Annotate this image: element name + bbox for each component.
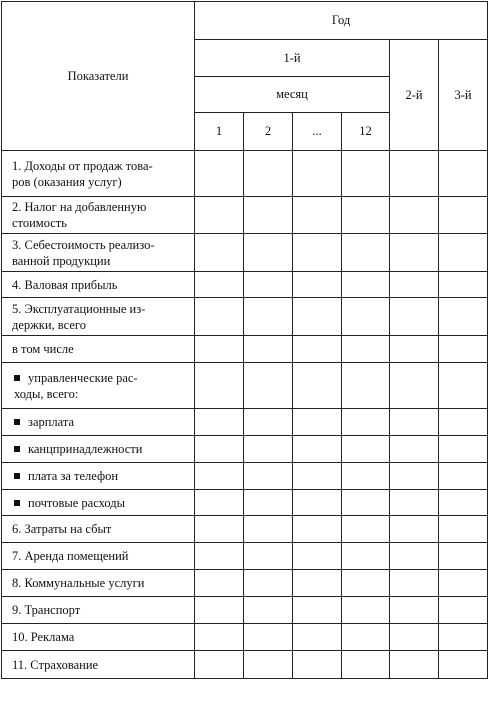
row-label-cell bbox=[2, 597, 195, 624]
value-cell bbox=[244, 363, 293, 409]
value-cell bbox=[439, 272, 488, 298]
value-cell bbox=[293, 570, 342, 597]
row-label-cell bbox=[2, 516, 195, 543]
row-label: канцпринадлежности bbox=[28, 442, 143, 456]
value-cell bbox=[390, 597, 439, 624]
value-cell bbox=[293, 597, 342, 624]
row-label: управленческие рас- ходы, всего: bbox=[14, 370, 138, 401]
value-cell bbox=[244, 272, 293, 298]
table-row bbox=[2, 409, 488, 436]
table-row bbox=[2, 336, 488, 363]
square-bullet-icon bbox=[14, 375, 20, 381]
value-cell bbox=[390, 336, 439, 363]
table-row bbox=[2, 436, 488, 463]
value-cell bbox=[390, 543, 439, 570]
value-cell bbox=[342, 543, 390, 570]
row-label: 10. Реклама bbox=[12, 630, 75, 644]
value-cell bbox=[293, 463, 342, 490]
third-year-header: 3-й bbox=[439, 40, 488, 151]
value-cell bbox=[293, 543, 342, 570]
value-cell bbox=[195, 463, 244, 490]
square-bullet-icon bbox=[14, 446, 20, 452]
row-label-cell bbox=[2, 363, 195, 409]
row-label-cell bbox=[2, 624, 195, 651]
value-cell bbox=[439, 543, 488, 570]
row-label: 11. Страхование bbox=[12, 657, 99, 672]
indicators-header: Показатели bbox=[2, 2, 195, 151]
value-cell bbox=[195, 197, 244, 234]
table-row bbox=[2, 597, 488, 624]
value-cell bbox=[342, 597, 390, 624]
value-cell bbox=[439, 151, 488, 197]
row-label-cell bbox=[2, 463, 195, 490]
month-ellipsis-header: ... bbox=[293, 113, 342, 151]
value-cell bbox=[390, 516, 439, 543]
row-label-cell bbox=[2, 570, 195, 597]
value-cell bbox=[244, 490, 293, 516]
value-cell bbox=[439, 298, 488, 336]
value-cell bbox=[390, 624, 439, 651]
table-row bbox=[2, 197, 488, 234]
value-cell bbox=[390, 234, 439, 272]
value-cell bbox=[439, 197, 488, 234]
value-cell bbox=[342, 436, 390, 463]
month-1-header: 1 bbox=[195, 113, 244, 151]
value-cell bbox=[195, 409, 244, 436]
value-cell bbox=[244, 597, 293, 624]
value-cell bbox=[195, 272, 244, 298]
table-row bbox=[2, 463, 488, 490]
value-cell bbox=[293, 151, 342, 197]
value-cell bbox=[293, 651, 342, 679]
value-cell bbox=[244, 651, 293, 679]
value-cell bbox=[342, 197, 390, 234]
table-body bbox=[2, 151, 488, 679]
value-cell bbox=[390, 570, 439, 597]
row-label-cell bbox=[2, 298, 195, 336]
value-cell bbox=[390, 651, 439, 679]
value-cell bbox=[439, 570, 488, 597]
value-cell bbox=[195, 543, 244, 570]
value-cell bbox=[293, 272, 342, 298]
value-cell bbox=[293, 624, 342, 651]
table-row bbox=[2, 543, 488, 570]
row-label-cell bbox=[2, 436, 195, 463]
value-cell bbox=[195, 363, 244, 409]
value-cell bbox=[195, 234, 244, 272]
value-cell bbox=[439, 363, 488, 409]
value-cell bbox=[195, 490, 244, 516]
value-cell bbox=[390, 363, 439, 409]
value-cell bbox=[342, 624, 390, 651]
value-cell bbox=[390, 409, 439, 436]
table-row bbox=[2, 151, 488, 197]
value-cell bbox=[342, 298, 390, 336]
value-cell bbox=[439, 651, 488, 679]
value-cell bbox=[195, 570, 244, 597]
value-cell bbox=[439, 516, 488, 543]
value-cell bbox=[342, 463, 390, 490]
value-cell bbox=[342, 272, 390, 298]
row-label-cell bbox=[2, 490, 195, 516]
value-cell bbox=[439, 234, 488, 272]
value-cell bbox=[293, 516, 342, 543]
year-header: Год bbox=[195, 2, 488, 40]
row-label-cell bbox=[2, 197, 195, 234]
table-row bbox=[2, 234, 488, 272]
value-cell bbox=[342, 490, 390, 516]
row-label: 7. Аренда помещений bbox=[12, 549, 129, 563]
value-cell bbox=[342, 336, 390, 363]
second-year-header: 2-й bbox=[390, 40, 439, 151]
value-cell bbox=[439, 624, 488, 651]
value-cell bbox=[244, 463, 293, 490]
row-label: плата за телефон bbox=[28, 469, 119, 483]
value-cell bbox=[390, 436, 439, 463]
value-cell bbox=[244, 197, 293, 234]
row-label: 6. Затраты на сбыт bbox=[12, 522, 112, 536]
value-cell bbox=[390, 197, 439, 234]
row-label: 8. Коммунальные услуги bbox=[12, 576, 145, 590]
value-cell bbox=[293, 336, 342, 363]
value-cell bbox=[195, 336, 244, 363]
table-row bbox=[2, 490, 488, 516]
value-cell bbox=[342, 651, 390, 679]
row-label-cell bbox=[2, 651, 195, 679]
value-cell bbox=[195, 624, 244, 651]
square-bullet-icon bbox=[14, 473, 20, 479]
row-label: в том числе bbox=[12, 342, 74, 356]
square-bullet-icon bbox=[14, 500, 20, 506]
row-label: почтовые расходы bbox=[28, 495, 126, 510]
value-cell bbox=[439, 436, 488, 463]
month-2-header: 2 bbox=[244, 113, 293, 151]
value-cell bbox=[244, 436, 293, 463]
value-cell bbox=[195, 298, 244, 336]
value-cell bbox=[293, 363, 342, 409]
value-cell bbox=[390, 151, 439, 197]
value-cell bbox=[293, 298, 342, 336]
value-cell bbox=[293, 409, 342, 436]
value-cell bbox=[293, 490, 342, 516]
value-cell bbox=[293, 436, 342, 463]
value-cell bbox=[195, 436, 244, 463]
value-cell bbox=[439, 597, 488, 624]
value-cell bbox=[293, 234, 342, 272]
square-bullet-icon bbox=[14, 419, 20, 425]
value-cell bbox=[195, 516, 244, 543]
row-label: 3. Себестоимость реализо- ванной продукции bbox=[12, 237, 155, 268]
row-label: 4. Валовая прибыль bbox=[12, 277, 118, 292]
value-cell bbox=[390, 272, 439, 298]
value-cell bbox=[195, 151, 244, 197]
row-label-cell bbox=[2, 336, 195, 363]
first-year-header: 1-й bbox=[195, 40, 390, 77]
value-cell bbox=[439, 409, 488, 436]
value-cell bbox=[342, 409, 390, 436]
value-cell bbox=[195, 597, 244, 624]
row-label-cell bbox=[2, 234, 195, 272]
value-cell bbox=[390, 490, 439, 516]
value-cell bbox=[244, 543, 293, 570]
value-cell bbox=[244, 234, 293, 272]
value-cell bbox=[293, 197, 342, 234]
table-row bbox=[2, 363, 488, 409]
value-cell bbox=[244, 516, 293, 543]
row-label: зарплата bbox=[28, 415, 75, 429]
row-label-cell bbox=[2, 272, 195, 298]
row-label: 2. Налог на добавленную стоимость bbox=[12, 200, 147, 230]
value-cell bbox=[342, 151, 390, 197]
month-header: месяц bbox=[195, 77, 390, 113]
row-label-cell bbox=[2, 409, 195, 436]
table-row bbox=[2, 272, 488, 298]
value-cell bbox=[342, 363, 390, 409]
value-cell bbox=[439, 336, 488, 363]
value-cell bbox=[439, 490, 488, 516]
table-header bbox=[2, 2, 488, 151]
table-row bbox=[2, 624, 488, 651]
value-cell bbox=[342, 516, 390, 543]
table-row bbox=[2, 298, 488, 336]
value-cell bbox=[390, 298, 439, 336]
table-row bbox=[2, 570, 488, 597]
value-cell bbox=[342, 570, 390, 597]
value-cell bbox=[342, 234, 390, 272]
value-cell bbox=[244, 298, 293, 336]
value-cell bbox=[244, 570, 293, 597]
value-cell bbox=[390, 463, 439, 490]
value-cell bbox=[244, 336, 293, 363]
row-label: 5. Эксплуатационные из- держки, всего bbox=[12, 301, 146, 332]
value-cell bbox=[195, 651, 244, 679]
table-row bbox=[2, 651, 488, 679]
row-label-cell bbox=[2, 543, 195, 570]
row-label: 9. Транспорт bbox=[12, 603, 81, 617]
table-row bbox=[2, 516, 488, 543]
value-cell bbox=[439, 463, 488, 490]
budget-table bbox=[1, 1, 488, 679]
row-label-cell bbox=[2, 151, 195, 197]
value-cell bbox=[244, 409, 293, 436]
month-12-header: 12 bbox=[342, 113, 390, 151]
value-cell bbox=[244, 624, 293, 651]
row-label: 1. Доходы от продаж това- ров (оказания услуг) bbox=[12, 158, 153, 189]
value-cell bbox=[244, 151, 293, 197]
